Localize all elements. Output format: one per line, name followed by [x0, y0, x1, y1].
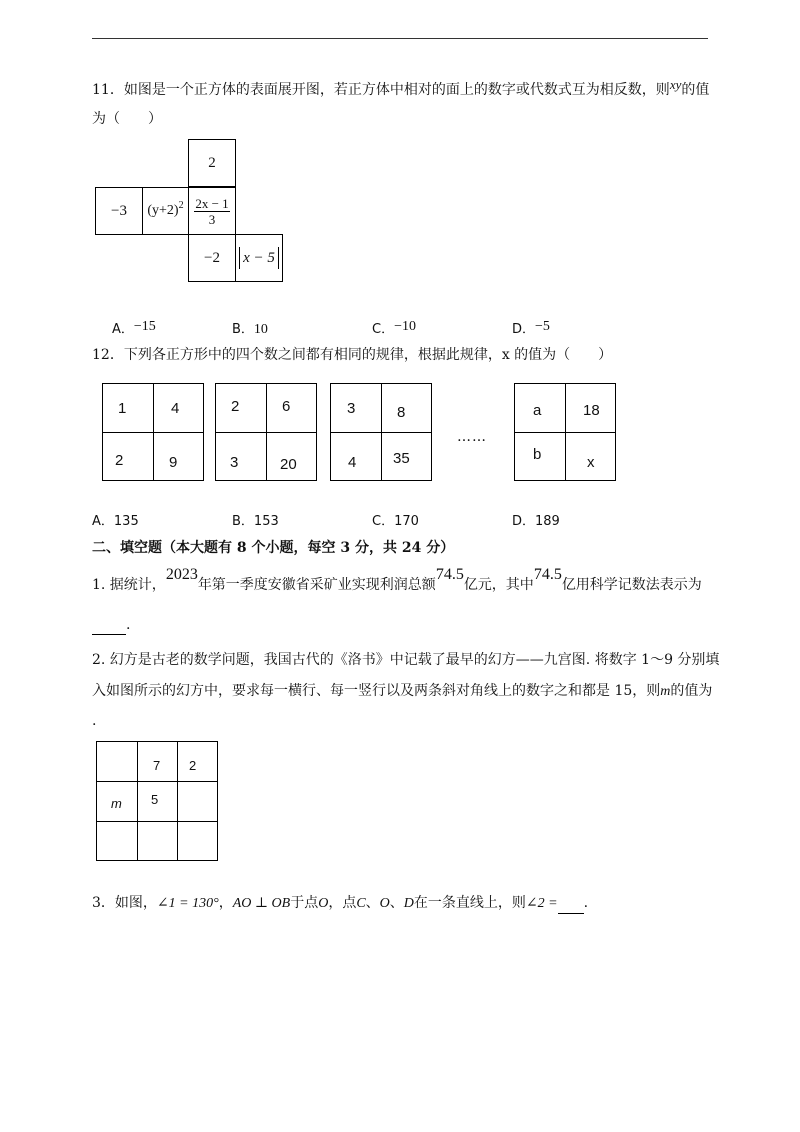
magic-square [96, 741, 218, 861]
f1-stem: 1. 据统计，2023年第一季度安徽省采矿业实现利润总额74.5亿元，其中74.5亿用科学记数法表示为 [92, 566, 702, 593]
net-cell-top: 2 [188, 139, 236, 187]
f2-line2: 入如图所示的幻方中，要求每一横行、每一竖行以及两条斜对角线上的数字之和都是 15，则m的值为 [92, 683, 713, 699]
q11-stem-line1 [92, 77, 710, 100]
net-cell-bottom: −2 [188, 234, 236, 282]
sq3-tr: 8 [397, 404, 406, 421]
sq2-tl: 2 [231, 398, 240, 415]
sq4-bl: b [533, 446, 542, 463]
sq4-br: x [587, 454, 595, 471]
q11-xy: xy [669, 77, 682, 92]
q12-square-3 [330, 383, 432, 481]
sq1-bl: 2 [115, 452, 124, 469]
net-cell-left: −3 [95, 187, 143, 235]
fraction-numerator: 2x − 1 [195, 195, 229, 211]
ms-r2c1: m [111, 796, 122, 811]
sq1-br: 9 [169, 454, 178, 471]
q12-option-b[interactable]: B．153 [232, 514, 279, 529]
sq2-bl: 3 [230, 454, 239, 471]
net-y-expr: (y+2) [147, 203, 179, 218]
f2-m: m [660, 684, 671, 699]
sq2-br: 20 [280, 456, 297, 473]
ms-r1c2: 7 [153, 758, 161, 773]
q11-option-d[interactable]: D．−5 [512, 319, 550, 337]
sq3-br: 35 [393, 450, 410, 467]
section-title: 二、填空题（本大题有 8 个小题，每空 3 分，共 24 分） [92, 540, 455, 556]
f2-line1: 2. 幻方是古老的数学问题，我国古代的《洛书》中记载了最早的幻方——九宫图. 将数字 1～9 分别填 [92, 652, 720, 668]
q11-text-end: 的值 [681, 82, 710, 98]
fraction-denominator: 3 [208, 211, 216, 227]
ms-r2c2: 5 [151, 792, 159, 807]
f3-angle2: ∠2 = [525, 896, 558, 911]
q12-option-c[interactable]: C．170 [372, 514, 419, 529]
f1-amount-2: 74.5 [533, 566, 562, 583]
f2-line3: . [92, 713, 97, 729]
q12-square-1 [102, 383, 204, 481]
f1-answer-line[interactable]: . [92, 615, 130, 635]
abs-expr: x − 5 [239, 247, 279, 269]
f3-perp: AO ⊥ OB [232, 896, 291, 911]
f1-year: 2023 [165, 566, 198, 583]
sq1-tl: 1 [118, 400, 127, 417]
f3-answer-blank[interactable] [558, 899, 584, 914]
ms-r1c3: 2 [189, 758, 197, 773]
fraction [194, 196, 229, 227]
f1-amount-1: 74.5 [435, 566, 464, 583]
f3-angle1: ∠1 = 130° [156, 896, 219, 911]
net-cell-fraction [188, 187, 236, 235]
sq1-tr: 4 [171, 400, 180, 417]
net-cell-abs [235, 234, 283, 282]
header-rule [92, 38, 708, 39]
sq4-tl: a [533, 402, 542, 419]
q12-square-4 [514, 383, 616, 481]
q12-option-a[interactable]: A．135 [92, 514, 139, 529]
sq3-tl: 3 [347, 400, 356, 417]
q12-ellipsis: …… [457, 429, 487, 445]
q11-option-b[interactable]: B．10 [232, 322, 268, 337]
net-y-exp: 2 [178, 199, 184, 211]
q12-stem: 12．下列各正方形中的四个数之间都有相同的规律，根据此规律，x 的值为（ ） [92, 347, 613, 363]
q11-stem-line2: 为（ ） [92, 111, 162, 127]
q12-square-2 [215, 383, 317, 481]
q11-text: 11．如图是一个正方体的表面展开图，若正方体中相对的面上的数字或代数式互为相反数，则 [92, 82, 670, 98]
q12-option-d[interactable]: D．189 [512, 514, 560, 529]
f3-stem: 3．如图，∠1 = 130°，AO ⊥ OB于点O，点C、O、D在一条直线上，则∠2 = . [92, 893, 588, 914]
q11-option-a[interactable]: A．−15 [112, 319, 156, 337]
q11-option-c[interactable]: C．−10 [372, 319, 416, 337]
sq3-bl: 4 [348, 454, 357, 471]
net-cell-second [142, 187, 189, 235]
sq2-tr: 6 [282, 398, 291, 415]
sq4-tr: 18 [583, 402, 600, 419]
f1-answer-blank[interactable] [92, 620, 126, 635]
